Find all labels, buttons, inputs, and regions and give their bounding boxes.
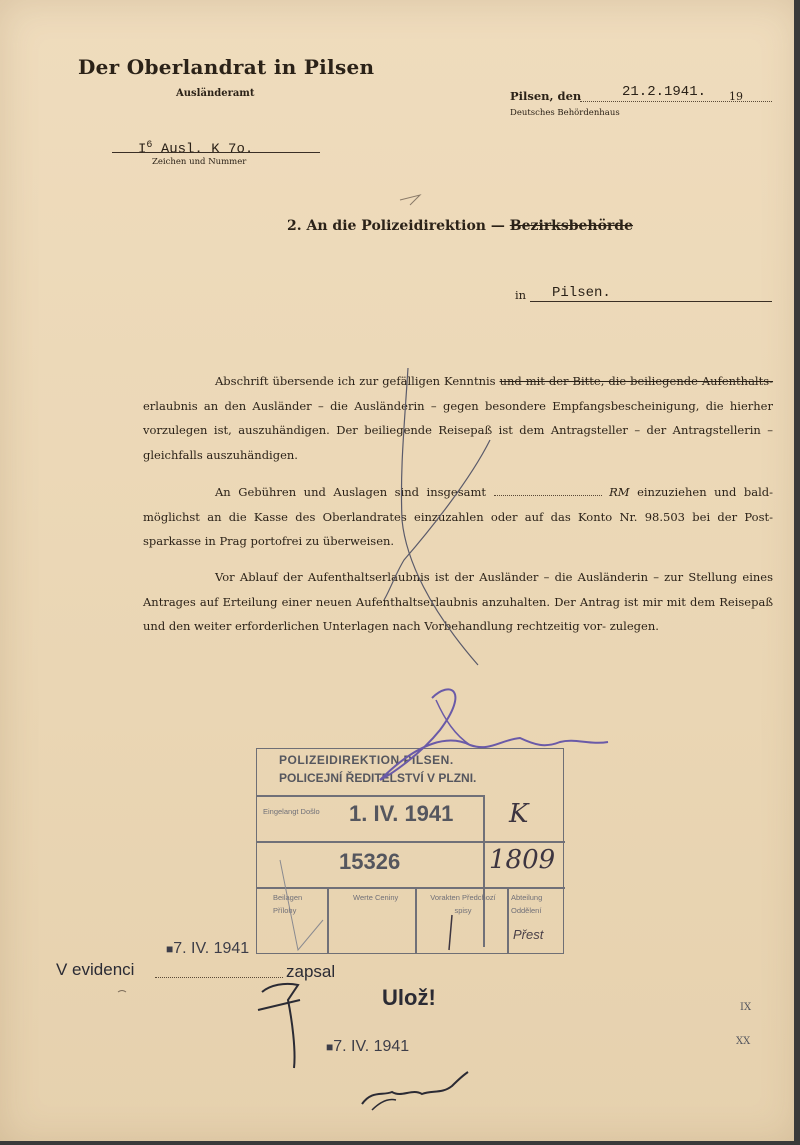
stamp-col-values: Werte Ceniny <box>353 893 399 902</box>
stamp-received-label: Eingelangt Došlo <box>263 807 320 816</box>
stamp-department-handwritten: Přest <box>513 927 544 942</box>
registry-date-stamp-1: ■7. IV. 1941 <box>166 940 250 957</box>
building-name: Deutsches Behördenhaus <box>510 108 620 118</box>
stamp-received-date: 1. IV. 1941 <box>349 801 454 826</box>
in-label: in <box>515 288 527 302</box>
stamp-number: 15326 <box>339 849 401 874</box>
stamp-line-2: POLICEJNÍ ŘEDITELSTVÍ V PLZNI. <box>279 771 477 785</box>
stamp-received-mark: K <box>509 799 529 829</box>
recorded-label: zapsal <box>286 962 336 981</box>
currency-label: RM <box>609 485 630 499</box>
paragraph-3-text: Vor Ablauf der Aufenthaltserlaubnis ist der Ausländer – die Ausländerin – zur Stellung eines Antrages auf Erteilung einer neuen Aufenthaltserlaubnis anzuhalten. Der Antrag ist mir mit dem Reisepaß und den weiter erforderlichen Unterlagen nach Vorbehandlung rechtzeitig vor- zulegen. <box>143 570 773 633</box>
reference-rest: Ausl. K 7o. <box>160 141 254 158</box>
reference-superscript: 6 <box>146 140 153 151</box>
authority-title: Der Oberlandrat in Pilsen <box>78 55 375 79</box>
reference-caption: Zeichen und Nummer <box>152 157 247 167</box>
stamp-col-previous-files: Vorakten Předchozí spisy <box>430 893 496 915</box>
paragraph-1-start: Abschrift übersende ich zur gefälligen Kenntnis <box>215 374 496 388</box>
reference-prefix: I <box>138 141 147 158</box>
stamp-col-department: Abteilung Oddělení <box>511 893 543 915</box>
recipient-name: 2. An die Polizeidirektion — <box>287 218 505 234</box>
margin-mark-2: XX <box>736 1036 751 1047</box>
recipient-place: Pilsen. <box>552 285 611 301</box>
stamp-number-handwritten: 1809 <box>489 845 556 875</box>
recipient-struck: Bezirksbehörde <box>509 218 634 234</box>
paragraph-2-rest: einzuziehen und bald- möglichst an die Kasse des Oberlandrates einzuzahlen oder auf das Konto Nr. 98.503 bei der Post- sparkasse in Prag portofrei zu überweisen. <box>143 485 774 548</box>
year-suffix: 19 <box>729 90 743 103</box>
stamp-col-attachments: Beilagen Přílohy <box>273 893 303 915</box>
letter-date: 21.2.1941. <box>622 84 707 100</box>
paragraph-1-struck: und mit der Bitte, die beiliegende Aufenthalts- <box>499 374 774 388</box>
file-instruction: Ulož! <box>382 985 436 1010</box>
margin-mark-1: IX <box>740 1002 752 1013</box>
registry-date-stamp-2: ■7. IV. 1941 <box>326 1038 410 1055</box>
paragraph-2-start: An Gebühren und Auslagen sind insgesamt <box>215 485 486 499</box>
city-label: Pilsen, den <box>510 89 582 103</box>
office-name: Ausländeramt <box>176 88 255 99</box>
paragraph-1-rest: erlaubnis an den Ausländer – die Ausländerin – gegen besondere Empfangsbescheinigung, die hierher vorzulegen ist, auszuhändigen. Der beiliegende Reisepaß ist dem Antragsteller – der Antragstellerin – gleichfalls auszuhändigen. <box>143 398 773 462</box>
evidence-label: V evidenci <box>56 960 135 979</box>
stamp-line-1: POLIZEIDIREKTION PILSEN. <box>279 753 454 767</box>
